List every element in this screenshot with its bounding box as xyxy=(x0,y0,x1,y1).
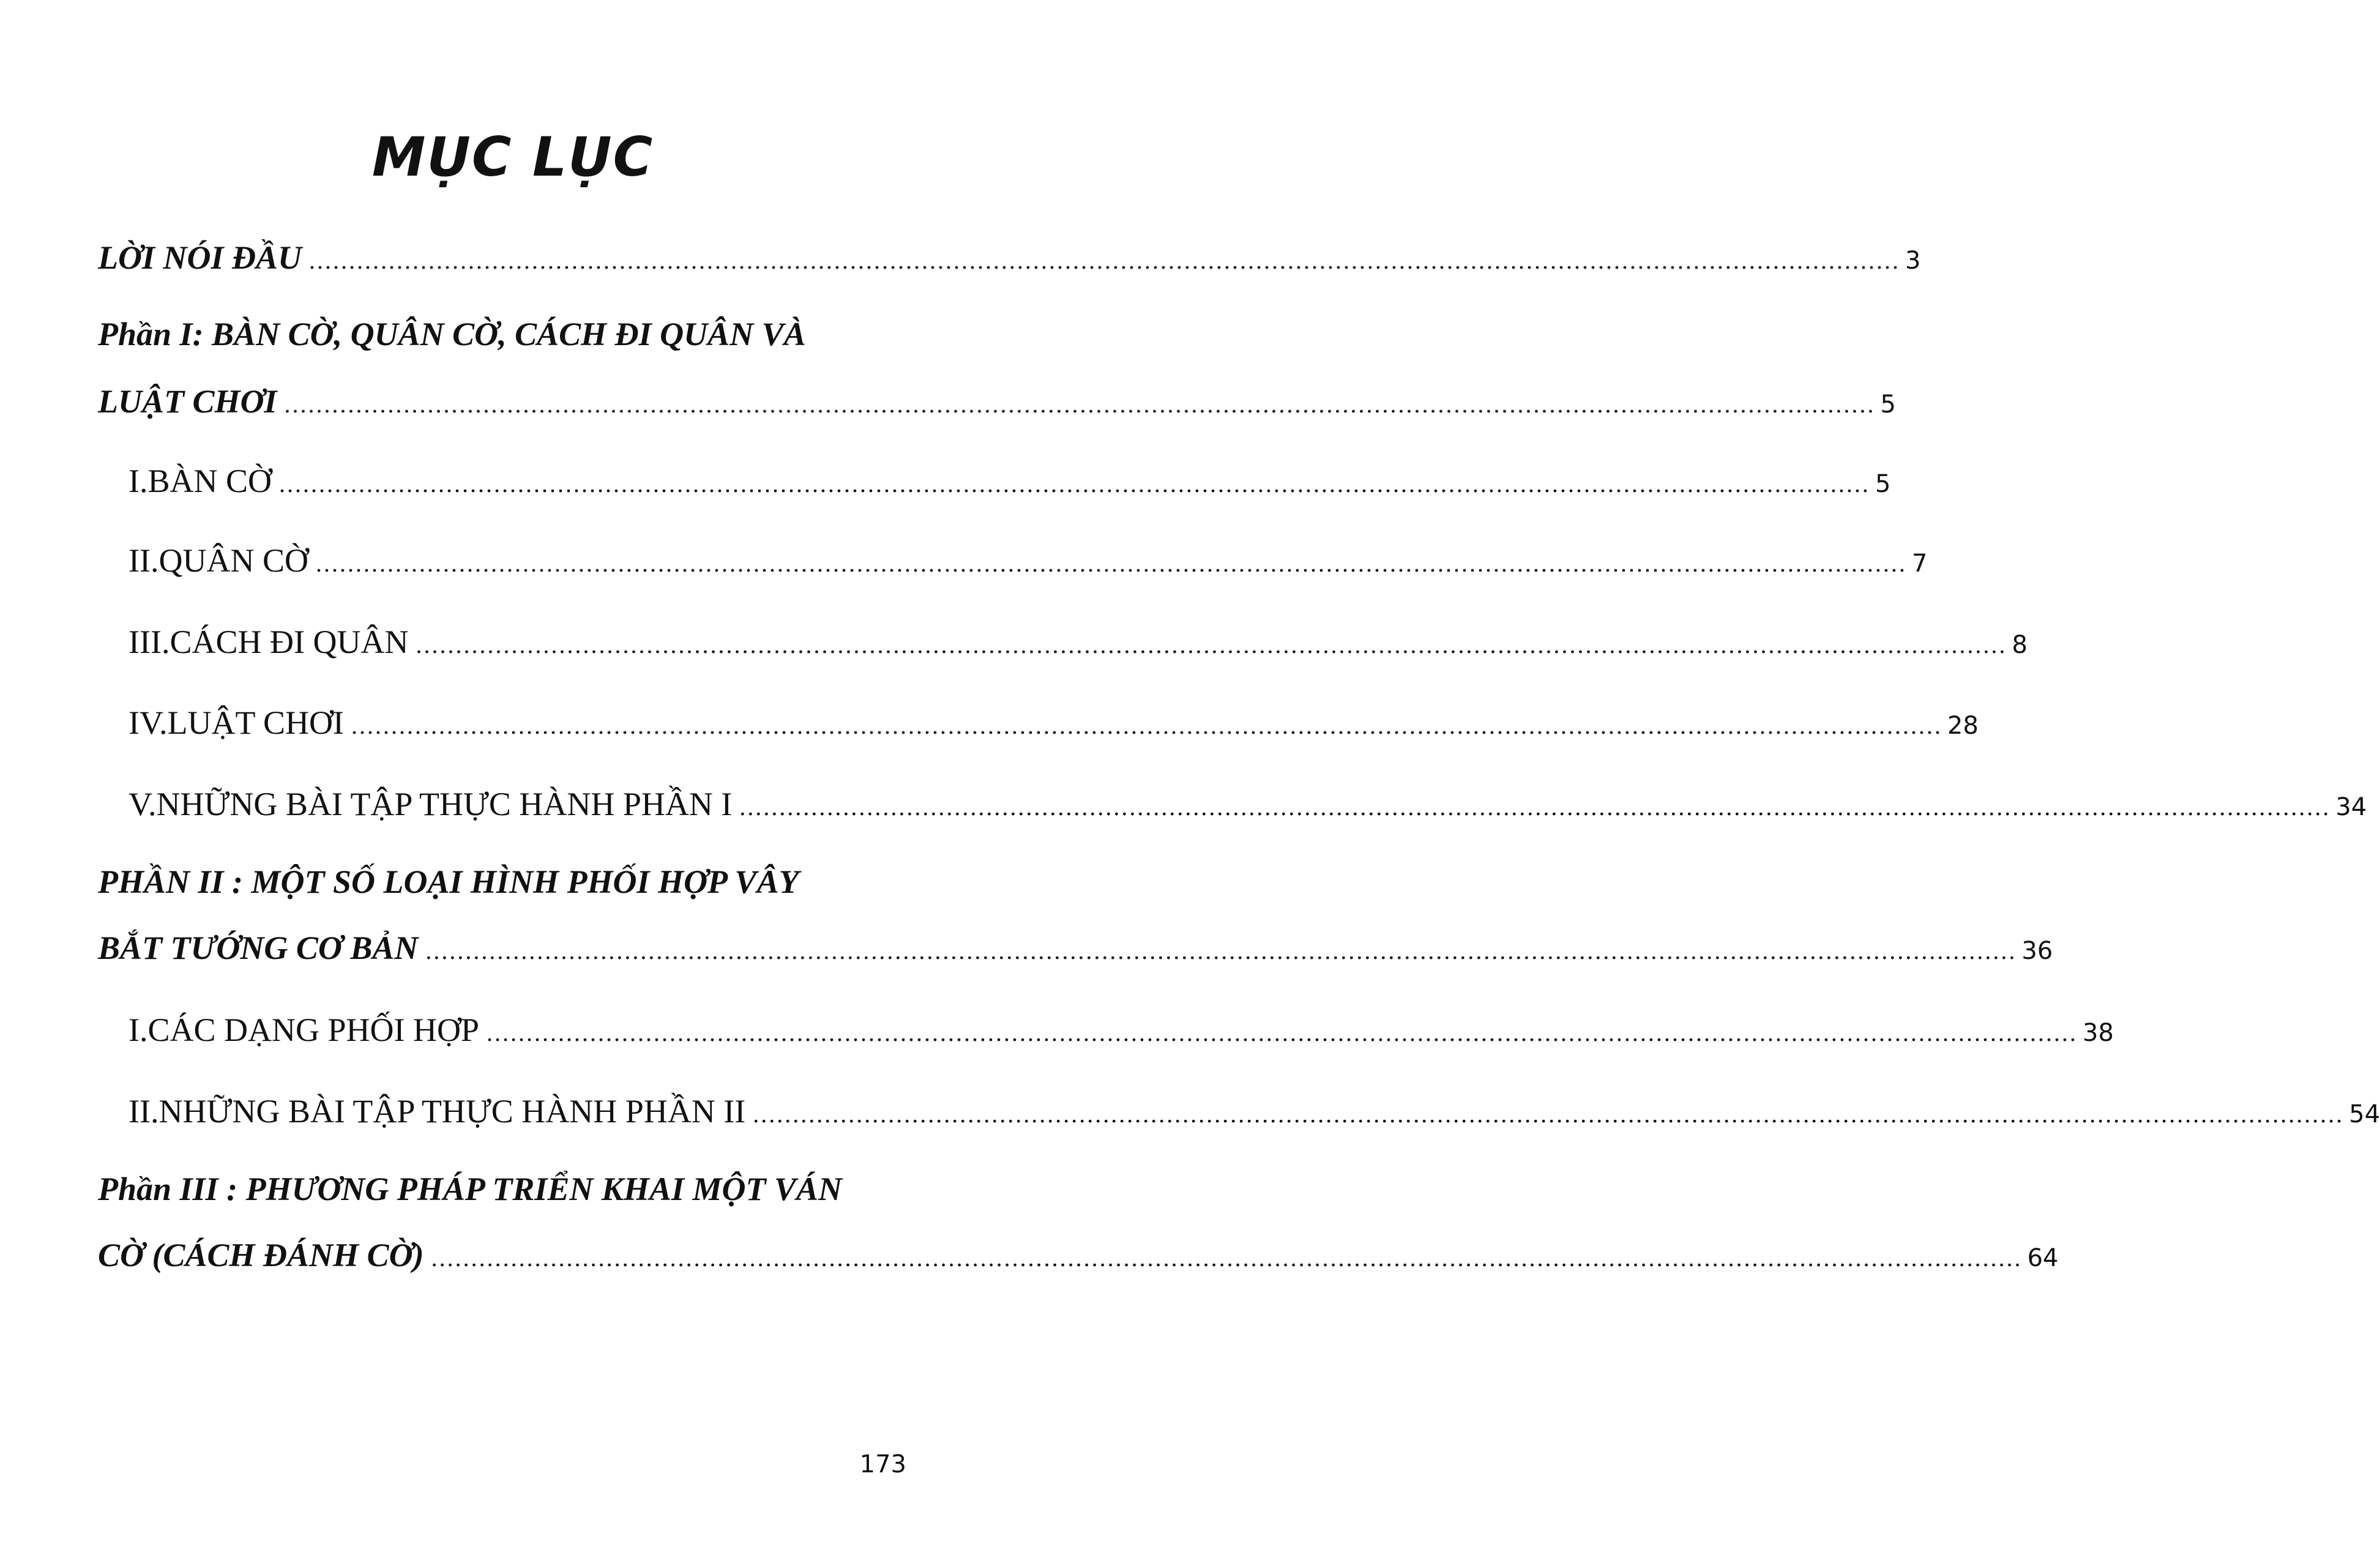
toc-entry-label: CỜ (CÁCH ĐÁNH CỜ) xyxy=(98,1237,424,1273)
toc-entry-label: II.QUÂN CỜ xyxy=(129,542,308,579)
toc-entry-part2-line2 xyxy=(98,929,2053,967)
toc-entry-page: 36 xyxy=(2021,937,2053,965)
toc-entry-preface xyxy=(98,239,1921,277)
toc-entry-page: 38 xyxy=(2083,1019,2114,1047)
toc-entry-page: 3 xyxy=(1905,247,1921,275)
dot-leader: ........................................................................................................................................................................................................ xyxy=(739,793,2331,821)
toc-entry-page: 34 xyxy=(2335,793,2367,821)
toc-entry-label: III.CÁCH ĐI QUÂN xyxy=(129,624,409,660)
dot-leader: ........................................................................................................................................................................................................ xyxy=(309,247,1901,274)
toc-entry-1-2 xyxy=(129,542,1928,580)
toc-entry-label: LUẬT CHƠI xyxy=(98,383,277,420)
toc-entry-page: 5 xyxy=(1880,390,1896,419)
toc-entry-label: V.NHỮNG BÀI TẬP THỰC HÀNH PHẦN I xyxy=(129,786,733,822)
toc-entry-part3-line2 xyxy=(98,1236,2059,1274)
toc-entry-2-2 xyxy=(129,1092,2380,1130)
toc-entry-1-1 xyxy=(129,462,1891,500)
toc-entry-label: BẮT TƯỚNG CƠ BẢN xyxy=(98,930,419,966)
dot-leader: ........................................................................................................................................................................................................ xyxy=(416,631,2007,658)
toc-entry-label: LỜI NÓI ĐẦU xyxy=(98,239,302,276)
toc-entry-page: 7 xyxy=(1911,550,1928,578)
toc-entry-label: Phần III : PHƯƠNG PHÁP TRIỂN KHAI MỘT VÁN xyxy=(98,1171,843,1207)
toc-entry-part1-line1 xyxy=(98,315,806,353)
toc-entry-1-3 xyxy=(129,623,2027,661)
toc-entry-page: 64 xyxy=(2027,1244,2059,1272)
dot-leader: ........................................................................................................................................................................................................ xyxy=(351,712,1943,739)
toc-entry-label: Phần I: BÀN CỜ, QUÂN CỜ, CÁCH ĐI QUÂN VÀ xyxy=(98,316,806,352)
toc-entry-page: 5 xyxy=(1875,470,1891,498)
page-number: 173 xyxy=(859,1450,906,1478)
dot-leader: ........................................................................................................................................................................................................ xyxy=(279,470,1871,498)
toc-entry-page: 28 xyxy=(1947,712,1979,740)
toc-entry-part3-line1 xyxy=(98,1170,842,1208)
toc-entry-label: II.NHỮNG BÀI TẬP THỰC HÀNH PHẦN II xyxy=(129,1093,746,1130)
toc-entry-label: I.CÁC DẠNG PHỐI HỢP xyxy=(129,1012,480,1048)
toc-entry-2-1 xyxy=(129,1011,2114,1049)
page-title: MỤC LỤC xyxy=(371,125,654,188)
toc-entry-page: 8 xyxy=(2012,631,2027,659)
dot-leader: ........................................................................................................................................................................................................ xyxy=(753,1100,2345,1128)
toc-entry-label: IV.LUẬT CHƠI xyxy=(129,704,345,741)
toc-entry-part2-line1 xyxy=(98,863,799,901)
dot-leader: ........................................................................................................................................................................................................ xyxy=(284,390,1876,418)
toc-entry-label: I.BÀN CỜ xyxy=(129,463,272,499)
dot-leader: ........................................................................................................................................................................................................ xyxy=(487,1019,2078,1046)
toc-entry-1-4 xyxy=(129,704,1979,742)
toc-entry-label: PHẦN II : MỘT SỐ LOẠI HÌNH PHỐI HỢP VÂY xyxy=(98,863,799,900)
toc-entry-part1-line2 xyxy=(98,382,1896,420)
dot-leader: ........................................................................................................................................................................................................ xyxy=(315,550,1907,577)
toc-entry-page: 54 xyxy=(2349,1100,2380,1128)
dot-leader: ........................................................................................................................................................................................................ xyxy=(431,1244,2023,1272)
toc-entry-1-5 xyxy=(129,785,2367,823)
dot-leader: ........................................................................................................................................................................................................ xyxy=(425,937,2017,964)
